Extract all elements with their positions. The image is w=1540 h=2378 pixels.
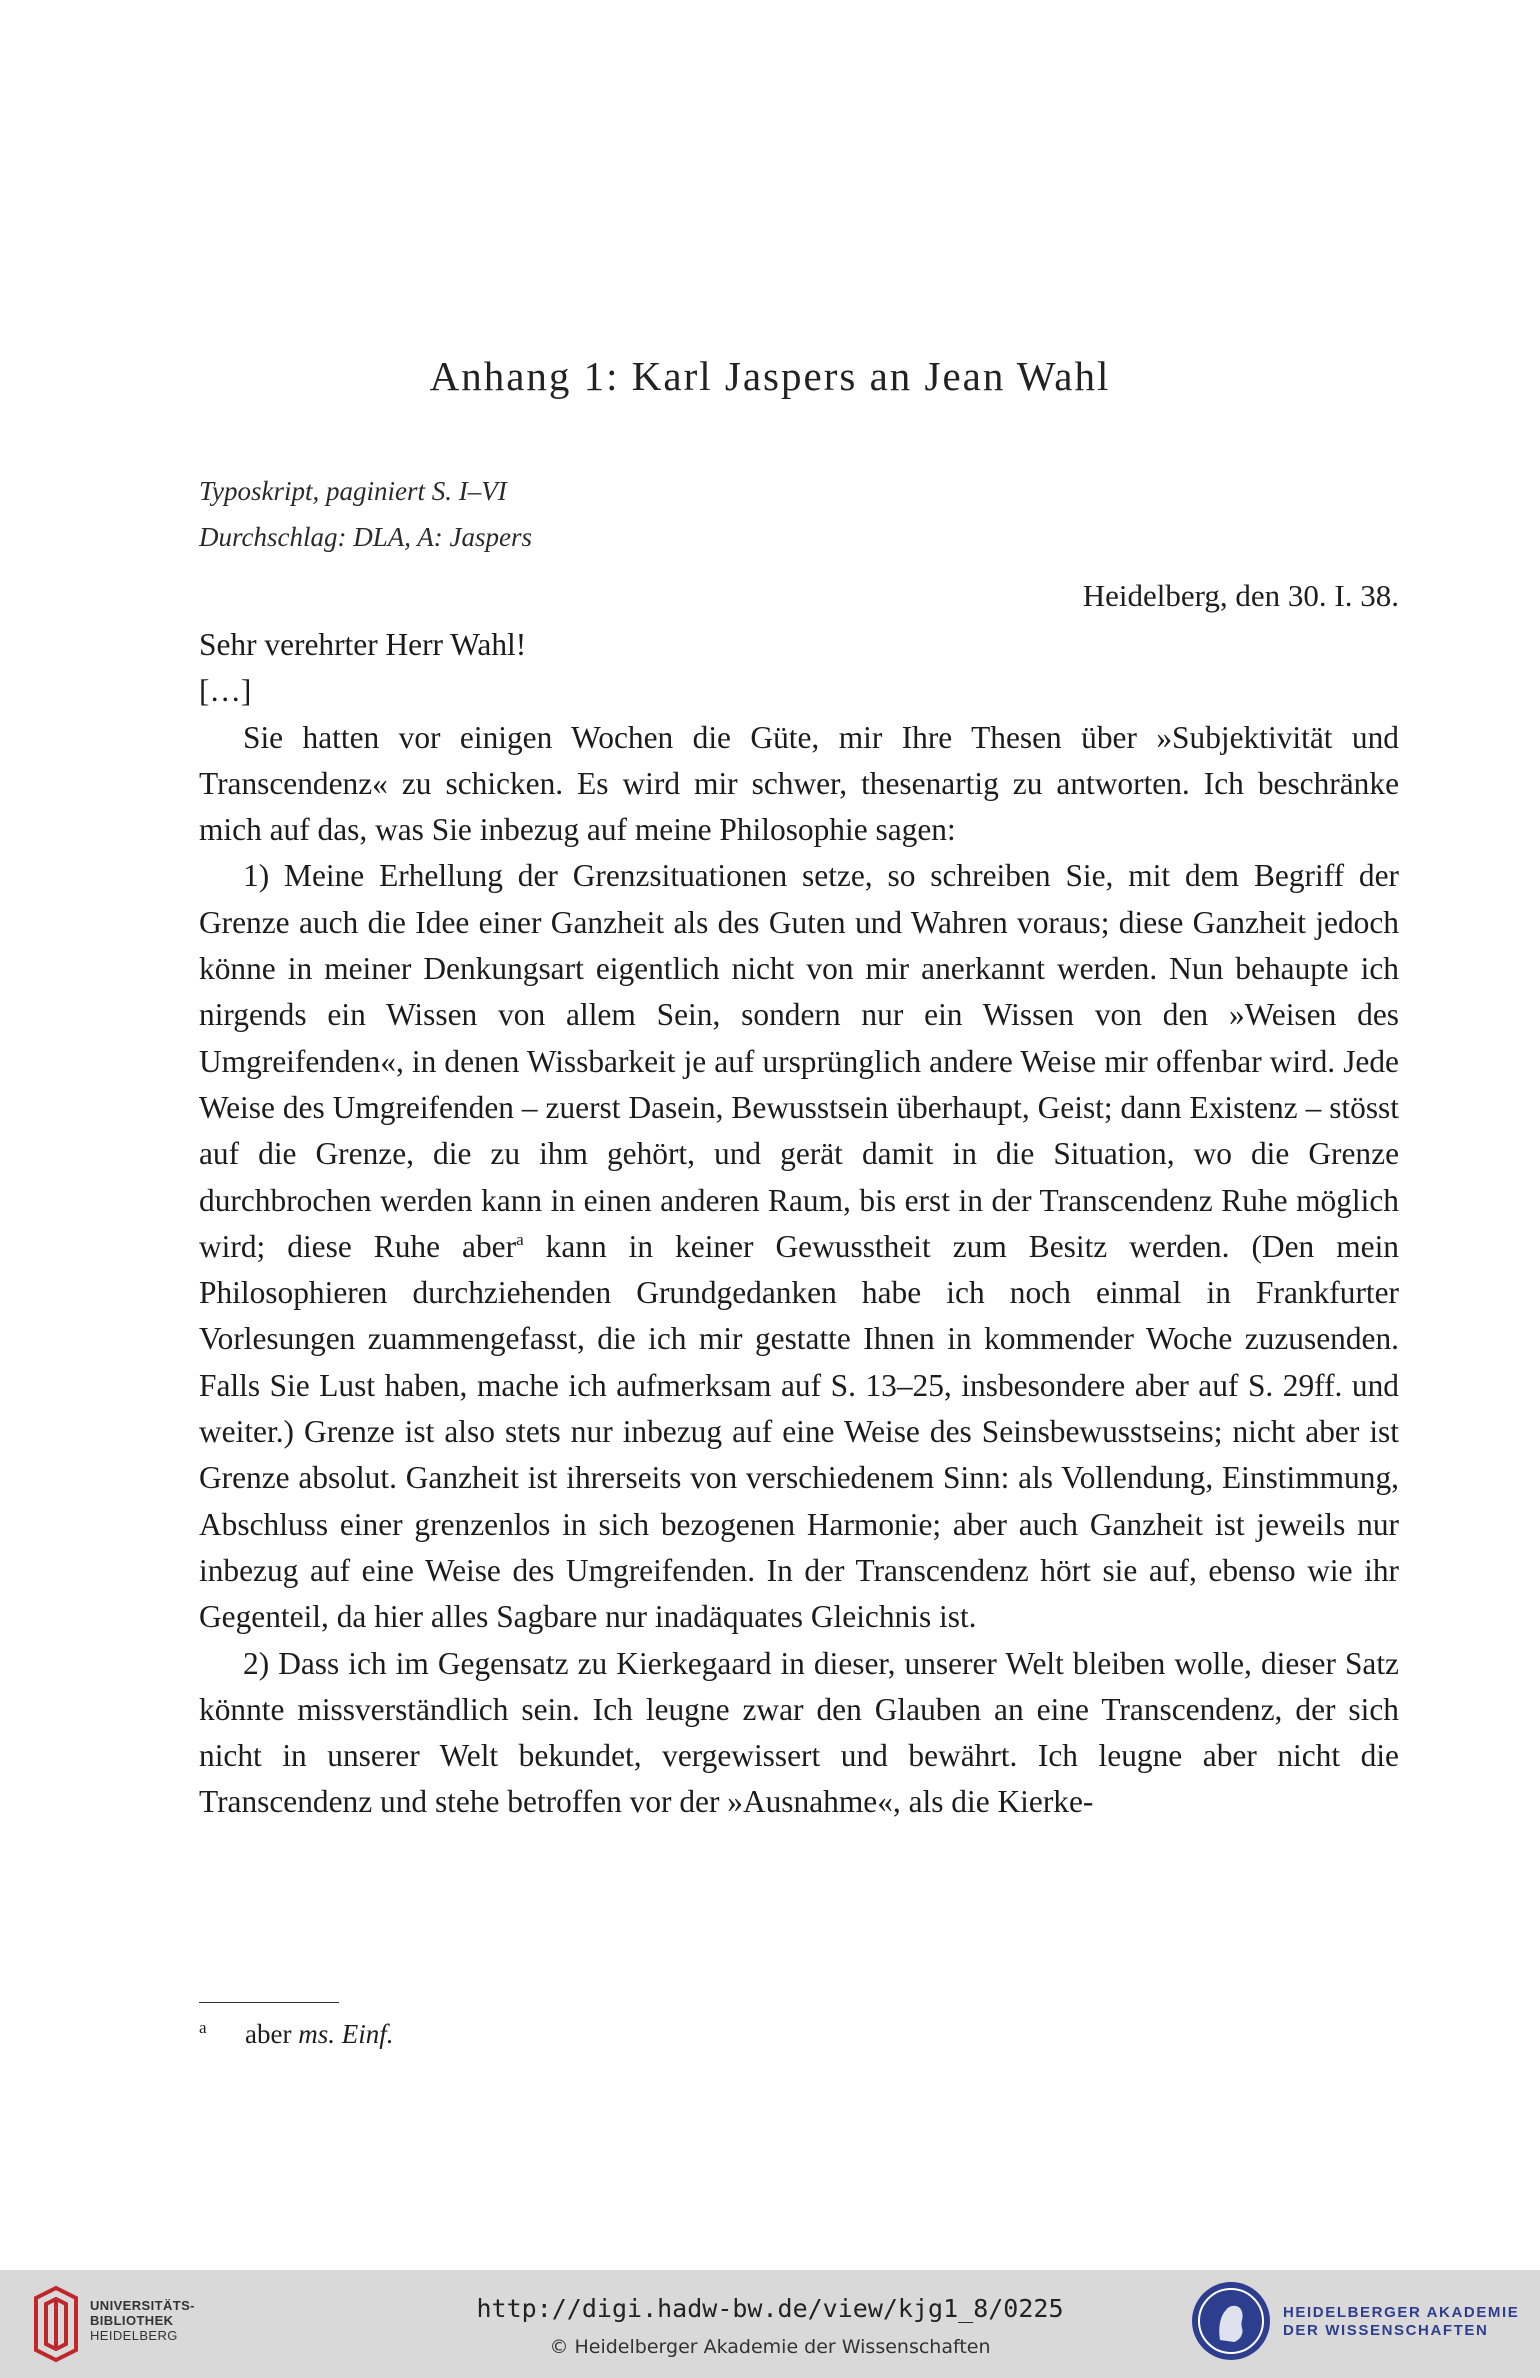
source-line-typescript: Typoskript, paginiert S. I–VI: [199, 476, 507, 506]
omission-mark: […]: [199, 673, 252, 709]
copyright-notice: © Heidelberger Akademie der Wissenschaften: [549, 2336, 991, 2358]
salutation: Sehr verehrter Herr Wahl!: [199, 627, 527, 662]
ub-line-3: HEIDELBERG: [90, 2328, 178, 2343]
paragraph-point-1: [199, 853, 1399, 1640]
footnote-reference[interactable]: a: [516, 1229, 524, 1249]
footnote: [199, 2008, 393, 2054]
source-line-copy: Durchschlag: DLA, A: Jaspers: [199, 522, 532, 552]
page-title: Anhang 1: Karl Jaspers an Jean Wahl: [429, 353, 1111, 399]
footnote-mark: a: [199, 2018, 207, 2037]
place-date: Heidelberg, den 30. I. 38.: [1082, 578, 1399, 613]
letter-body: [199, 622, 1399, 1826]
academy-seal-icon[interactable]: [1190, 2280, 1272, 2362]
academy-name: [1283, 2304, 1519, 2340]
viewer-footer: [0, 2270, 1540, 2378]
academy-line-2: DER WISSENSCHAFTEN: [1283, 2322, 1489, 2339]
paragraph-point-1-text: 1) Meine Erhellung der Grenzsituationen setze, so schreiben Sie, mit dem Begriff der Grenze auch die Idee einer Ganzheit als des Guten und Wahren voraus; diese Ganzheit jedoch könne in meiner Denkungsart eigentlich nicht von mir anerkannt werden. Nun behaupte ich nirgends ein Wissen von allem Sein, sondern nur ein Wissen von den »Weisen des Umgreifenden«, in denen Wissbarkeit je auf ursprünglich andere Weise mir offenbar wird. Jede Weise des Umgreifenden – zuerst Dasein, Bewusstsein überhaupt, Geist; dann Existenz – stösst auf die Grenze, die zu ihm gehört, und gerät damit in die Situation, wo die Grenze durchbrochen werden kann in einen anderen Raum, bis erst in der Transcendenz Ruhe möglich wird; diese Ruhe aber: [199, 858, 1399, 1264]
permalink-url[interactable]: http://digi.hadw-bw.de/view/kjg1_8/0225: [476, 2294, 1064, 2323]
source-note: [199, 468, 532, 560]
ub-line-2: BIBLIOTHEK: [90, 2313, 174, 2328]
academy-line-1: HEIDELBERGER AKADEMIE: [1283, 2304, 1520, 2321]
footnote-text: aber: [245, 2019, 292, 2049]
ub-line-1: UNIVERSITÄTS-: [90, 2298, 195, 2313]
footnote-note: ms. Einf.: [298, 2019, 394, 2049]
footnote-divider: [199, 2002, 339, 2003]
paragraph-point-2: 2) Dass ich im Gegensatz zu Kierkegaard in dieser, unserer Welt bleiben wolle, dieser Satz könnte missverständlich sein. Ich leugne zwar den Glauben an eine Transcendenz, der sich nicht in unserer Welt bekundet, vergewissert und bewährt. Ich leugne aber nicht die Transcendenz und stehe betroffen vor der »Ausnahme«, als die Kierke-: [199, 1645, 1399, 1820]
paragraph-point-1-continuation: kann in keiner Gewusstheit zum Besitz werden. (Den mein Philosophieren durchziehenden Grundgedanken habe ich noch einmal in Frankfurter Vorlesungen zuammengefasst, die ich mir gestatte Ihnen in kommender Woche zuzusenden. Falls Sie Lust haben, mache ich aufmerksam auf S. 13–25, insbesondere aber auf S. 29ff. und weiter.) Grenze ist also stets nur inbezug auf eine Weise des Seinsbewusstseins; nicht aber ist Grenze absolut. Ganzheit ist ihrerseits von verschiedenem Sinn: als Vollendung, Einstimmung, Abschluss einer grenzenlos in sich bezogenen Harmonie; aber auch Ganzheit ist jeweils nur inbezug auf eine Weise des Umgreifenden. In der Transcendenz hört sie auf, ebenso wie ihr Gegenteil, da hier alles Sagbare nur inadäquates Gleichnis ist.: [199, 1228, 1399, 1635]
paragraph-intro: Sie hatten vor einigen Wochen die Güte, mir Ihre Thesen über »Subjektivität und Transcendenz« zu schicken. Es wird mir schwer, thesenartig zu antworten. Ich beschränke mich auf das, was Sie inbezug auf meine Philosophie sagen:: [199, 719, 1399, 848]
